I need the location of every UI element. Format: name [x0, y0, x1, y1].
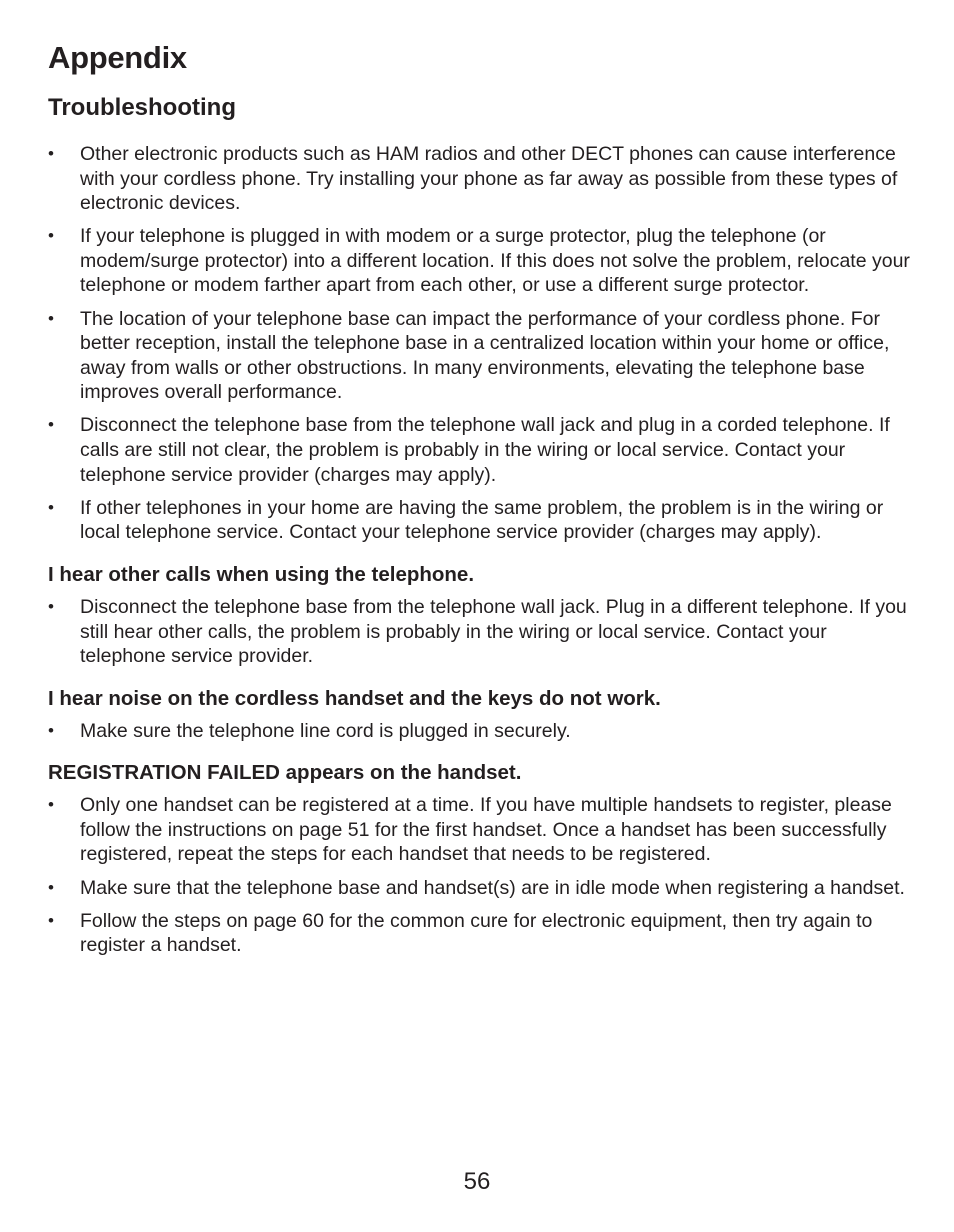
list-item: • Make sure the telephone line cord is plugged in securely. — [48, 719, 910, 744]
bullet-list — [48, 142, 910, 545]
bullet-list — [48, 793, 910, 958]
page-title: Appendix — [48, 40, 187, 75]
issue-heading: REGISTRATION FAILED appears on the handset. — [48, 761, 522, 785]
list-item: • Follow the steps on page 60 for the common cure for electronic equipment, then try again to register a handset. — [48, 909, 910, 958]
issue-other-calls — [48, 563, 910, 669]
issue-registration-failed — [48, 761, 910, 958]
issue-noise-keys — [48, 687, 910, 744]
list-item: • Only one handset can be registered at a time. If you have multiple handsets to register, please follow the instructions on page 51 for the first handset. Once a handset has been successfully registered, repeat the steps for each handset that needs to be registered. — [48, 793, 910, 867]
list-item: • If other telephones in your home are having the same problem, the problem is in the wiring or local telephone service. Contact your telephone service provider (charges may apply). — [48, 496, 910, 545]
bullet-list — [48, 719, 910, 744]
bullet-list — [48, 595, 910, 669]
list-item: • Disconnect the telephone base from the telephone wall jack. Plug in a different telephone. If you still hear other calls, the problem is probably in the wiring or local service. Contact your telephone service provider. — [48, 595, 910, 669]
page-number: 56 — [463, 1168, 491, 1195]
section-heading: Troubleshooting — [48, 94, 236, 121]
list-item: • The location of your telephone base can impact the performance of your cordless phone. For better reception, install the telephone base in a centralized location within your home or office, away from walls or other obstructions. In many environments, elevating the telephone base improves overall performance. — [48, 307, 910, 405]
issue-heading: I hear other calls when using the telephone. — [48, 562, 475, 586]
issue-heading: I hear noise on the cordless handset and the keys do not work. — [48, 686, 661, 710]
troubleshooting-general — [48, 142, 910, 545]
list-item: • Make sure that the telephone base and handset(s) are in idle mode when registering a handset. — [48, 876, 910, 901]
list-item: • Disconnect the telephone base from the telephone wall jack and plug in a corded telephone. If calls are still not clear, the problem is probably in the wiring or local service. Contact your telephone service provider (charges may apply). — [48, 413, 910, 487]
list-item: • If your telephone is plugged in with modem or a surge protector, plug the telephone (or modem/surge protector) into a different location. If this does not solve the problem, relocate your telephone or modem farther apart from each other, or use a different surge protector. — [48, 224, 910, 298]
page-content — [48, 40, 910, 966]
list-item: • Other electronic products such as HAM radios and other DECT phones can cause interference with your cordless phone. Try installing your phone as far away as possible from these types of electronic devices. — [48, 142, 910, 216]
